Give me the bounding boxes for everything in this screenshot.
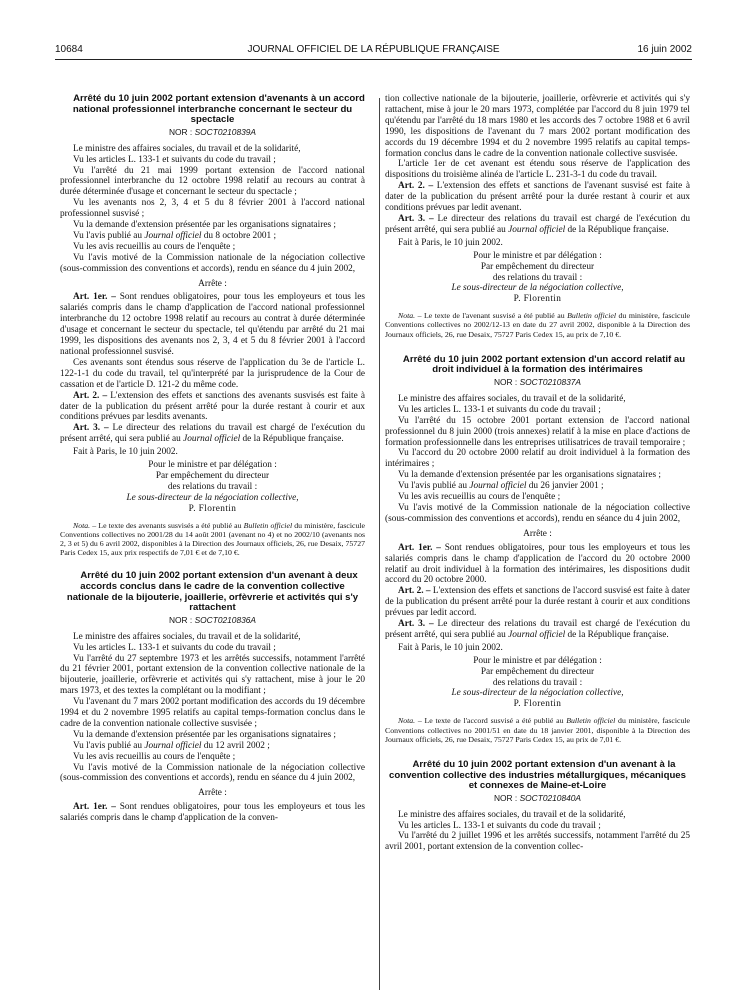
- paragraph: Le ministre des affaires sociales, du travail et de la solidarité,: [73, 631, 301, 642]
- page-header: [55, 44, 692, 58]
- paragraph: tion collective nationale de la bijouterie, joaillerie, orfèvrerie et activités qui s'y rattachent, mise à jour le 20 mars 1973, complétée par l'accord du 8 juin 1979 tel qu'étendu par l'arrêté du 18 mars 1980 et les accords des 7 octobre 1988 et 6 avril 1990, les dispositions de l'avenant du 7 mars 2002 portant modification des accords du 19 décembre 1994 et du 2 novembre 1995 relatifs au capital temps-formation conclus dans le cadre de la convention nationale collective susvisée.: [385, 94, 690, 159]
- paragraph: Vu l'avis publié au Journal officiel du 26 janvier 2001 ;: [398, 481, 604, 492]
- decree-metallurgie: [385, 760, 690, 853]
- article-1: Art. 1er. – Sont rendues obligatoires, pour tous les employeurs et tous les salariés compris dans le champ d'application de la conven-: [60, 802, 365, 824]
- signature-block: Pour le ministre et par délégation : Par empêchement du directeur des relations du travail : Le sous-directeur de la négociation collective, P. Florentin: [60, 460, 365, 515]
- paragraph: Vu l'avis publié au Journal officiel du 12 avril 2002 ;: [73, 740, 270, 751]
- article-3: Art. 3. – Le directeur des relations du travail est chargé de l'exécution du présent arrêté, qui sera publié au Journal officiel de la République française.: [60, 423, 365, 445]
- decree-title: Arrêté du 10 juin 2002 portant extension d'un avenant à deux accords conclus dans le cadre de la convention collective nationale de la bijouterie, joaillerie, orfèvrerie et activités qui s'y rattachent: [66, 570, 359, 614]
- paragraph: Vu les avis recueillis au cours de l'enquête ;: [73, 241, 236, 252]
- article-label: Art. 2. –: [73, 390, 108, 401]
- nor-code: SOCT0210839A: [194, 126, 257, 137]
- spacer: [385, 744, 690, 760]
- signature-block: Pour le ministre et par délégation : Par empêchement du directeur des relations du travail : Le sous-directeur de la négociation collective, P. Florentin: [385, 656, 690, 711]
- header-rule: [55, 59, 692, 60]
- paragraph: Vu les avenants nos 2, 3, 4 et 5 du 8 février 2001 à l'accord national professionnel susvisé ;: [60, 198, 365, 220]
- column-divider: [379, 98, 380, 990]
- article-2: Art. 2. – L'extension des effets et sanctions de l'avenant susvisé est faite à dater de la publication du présent arrêté pour la durée restant à courir et aux conditions prévues par ledit avenant.: [385, 181, 690, 214]
- signed-place-date: Fait à Paris, le 10 juin 2002.: [398, 642, 503, 653]
- decree-title: Arrêté du 10 juin 2002 portant extension d'avenants à un accord national professionnel interbranche concernant le secteur du spectacle: [72, 93, 365, 126]
- paragraph: Vu la demande d'extension présentée par les organisations signataires ;: [398, 470, 661, 481]
- journal-title: JOURNAL OFFICIEL DE LA RÉPUBLIQUE FRANÇAISE: [247, 44, 500, 55]
- paragraph: Vu la demande d'extension présentée par les organisations signataires ;: [73, 220, 336, 231]
- paragraph: Le ministre des affaires sociales, du travail et de la solidarité,: [398, 393, 626, 404]
- article-label: Art. 3. –: [398, 213, 434, 224]
- paragraph: Vu l'avenant du 7 mars 2002 portant modification des accords du 19 décembre 1994 et du 2 novembre 1995 relatifs au capital temps-formation conclus dans le cadre de la convention nationale collective susvisée ;: [60, 697, 365, 729]
- article-2: Art. 2. – L'extension des effets et sanctions des avenants susvisés est faite à dater de la publication du présent arrêté pour la durée restant à courir et aux conditions prévues par lesdits avenants.: [60, 390, 365, 423]
- signed-place-date: Fait à Paris, le 10 juin 2002.: [398, 237, 503, 248]
- signature-block: Pour le ministre et par délégation : Par empêchement du directeur des relations du travail : Le sous-directeur de la négociation collective, P. Florentin: [385, 251, 690, 306]
- nor-reference: NOR : SOCT0210837A: [493, 377, 582, 388]
- paragraph: Le ministre des affaires sociales, du travail et de la solidarité,: [73, 143, 301, 154]
- paragraph: Vu l'avis motivé de la Commission nationale de la négociation collective (sous-commission des conventions et accords), rendu en séance du 4 juin 2002,: [385, 502, 690, 524]
- article-2: Art. 2. – L'extension des effets et sanctions de l'accord susvisé est faite à dater de la publication du présent arrêté pour la durée restant à courir et aux conditions prévues par ledit accord.: [385, 586, 690, 619]
- decree-interimaires: [385, 355, 690, 744]
- paragraph: Vu l'avis publié au Journal officiel du 8 octobre 2001 ;: [73, 230, 277, 241]
- paragraph: Vu l'arrêté du 27 septembre 1973 et les arrêtés successifs, notamment l'arrêté du 21 février 2001, portant extension de la convention collective nationale de la bijouterie, joaillerie, orfèvrerie et activités qui s'y rattachent, mise à jour le 20 mars 1973, et des textes la complétant ou la modifiant ;: [60, 653, 365, 697]
- signatory-name: P. Florentin: [513, 294, 562, 305]
- paragraph: Le ministre des affaires sociales, du travail et de la solidarité,: [398, 809, 626, 820]
- paragraph: Vu l'avis motivé de la Commission nationale de la négociation collective (sous-commission des conventions et accords), rendu en séance du 4 juin 2002,: [60, 252, 365, 274]
- article-label: Art. 1er. –: [73, 802, 116, 813]
- paragraph: Vu les articles L. 133-1 et suivants du code du travail ;: [73, 154, 276, 165]
- paragraph: Vu les articles L. 133-1 et suivants du code du travail ;: [73, 642, 276, 653]
- article-1: Art. 1er. – Sont rendues obligatoires, pour tous les employeurs et tous les salariés compris dans le champ d'application de l'accord national professionnel interbranche du 12 octobre 1998 relatif au recours au contrat à durée déterminée d'usage et concernant le secteur du spectacle, tel qu'étendu par arrêté du 21 mai 1999, les dispositions des avenants nos 2, 3, 4 et 5 du 8 février 2001 à l'accord national professionnel susvisé.: [60, 292, 365, 357]
- article-3: Art. 3. – Le directeur des relations du travail est chargé de l'exécution du présent arrêté, qui sera publié au Journal officiel de la République française.: [385, 213, 690, 235]
- article-label: Art. 3. –: [73, 423, 109, 434]
- decree-bijouterie: [60, 571, 365, 824]
- nota-note: Nota. – Le texte de l'avenant susvisé a été publié au Bulletin officiel du ministère, fascicule Conventions collectives no 2002/12-13 en date du 27 avril 2002, disponible à la Direction des Journaux officiels, 26, rue Desaix, 75727 Paris Cedex 15, au prix de 7,10 €.: [385, 311, 691, 339]
- paragraph: Vu les articles L. 133-1 et suivants du code du travail ;: [398, 820, 601, 831]
- arrete-heading: Arrête :: [198, 278, 227, 289]
- signatory-name: P. Florentin: [513, 699, 562, 710]
- article-label: Art. 1er. –: [398, 542, 441, 553]
- article-1: Art. 1er. – Sont rendues obligatoires, pour tous les employeurs et tous les salariés compris dans le champ d'application de l'accord du 20 octobre 2000 relatif au droit individuel à la formation des intérimaires, les dispositions dudit accord du 20 octobre 2000.: [385, 542, 690, 586]
- paragraph: Vu les articles L. 133-1 et suivants du code du travail ;: [398, 404, 601, 415]
- paragraph: Vu la demande d'extension présentée par les organisations signataires ;: [73, 729, 336, 740]
- article-3: Art. 3. – Le directeur des relations du travail est chargé de l'exécution du présent arrêté, qui sera publié au Journal officiel de la République française.: [385, 619, 690, 640]
- paragraph: Vu l'accord du 20 octobre 2000 relatif au droit individuel à la formation des intérimaires ;: [385, 448, 690, 470]
- article-label: Art. 1er. –: [73, 292, 116, 303]
- decree-bijouterie-continued: [385, 94, 690, 339]
- nota-note: Nota. – Le texte de l'accord susvisé a été publié au Bulletin officiel du ministère, fascicule Conventions collectives no 2001/51 en date du 18 janvier 2001, disponible à la Direction des Journaux officiels, 26, rue Desaix, 75727 Paris Cedex 15, au prix de 7,01 €.: [385, 716, 691, 744]
- arrete-heading: Arrête :: [198, 788, 227, 799]
- signatory-name: P. Florentin: [188, 503, 237, 514]
- paragraph: Vu l'arrêté du 2 juillet 1996 et les arrêtés successifs, notamment l'arrêté du 25 avril 2001, portant extension de la convention collec-: [385, 831, 690, 853]
- paragraph: Vu l'arrêté du 21 mai 1999 portant extension de l'accord national professionnel interbranche du 12 octobre 1998 relatif au recours au contrat à durée déterminée d'usage et concernant le secteur du spectacle ;: [60, 165, 365, 198]
- paragraph: Vu l'arrêté du 15 octobre 2001 portant extension de l'accord national professionnel du 8 juin 2000 (trois annexes) relatif à la mise en place d'actions de formation professionnelle dans les entreprises utilisatrices de travail temporaire ;: [385, 415, 690, 448]
- signed-place-date: Fait à Paris, le 10 juin 2002.: [73, 447, 178, 458]
- article-label: Art. 2. –: [398, 181, 434, 192]
- decree-spectacle: [60, 94, 365, 557]
- arrete-heading: Arrête :: [523, 528, 552, 539]
- nor-code: SOCT0210837A: [519, 377, 582, 388]
- left-column: [60, 94, 365, 824]
- nor-reference: NOR : SOCT0210840A: [493, 792, 582, 803]
- spacer: [385, 339, 690, 355]
- paragraph: Vu l'avis motivé de la Commission nationale de la négociation collective (sous-commission des conventions et accords), rendu en séance du 4 juin 2002,: [60, 762, 365, 784]
- paragraph: Vu les avis recueillis au cours de l'enquête ;: [73, 751, 236, 762]
- right-column: [385, 94, 690, 853]
- nota-note: Nota. – Le texte des avenants susvisés a été publié au Bulletin officiel du ministère, fascicule Conventions collectives no 2001/28 du 14 août 2001 (avenant no 4) et no 2002/10 (avenants nos 2, 3 et 5) du 6 avril 2002, disponibles à la Direction des Journaux officiels, 26, rue Desaix, 75727 Paris Cedex 15, aux prix respectifs de 7,01 € et de 7,10 €.: [60, 520, 366, 558]
- decree-title: Arrêté du 10 juin 2002 portant extension d'un accord relatif au droit individuel à la formation des intérimaires: [402, 353, 686, 376]
- issue-date: 16 juin 2002: [637, 44, 692, 55]
- spacer: [60, 557, 365, 571]
- paragraph: L'article 1er de cet avenant est étendu sous réserve de l'application des dispositions du troisième alinéa de l'article L. 231-3-1 du code du travail.: [385, 159, 690, 181]
- nor-reference: NOR : SOCT0210836A: [168, 614, 257, 625]
- paragraph: Vu les avis recueillis au cours de l'enquête ;: [398, 492, 561, 503]
- decree-title: Arrêté du 10 juin 2002 portant extension d'un avenant à la convention collective des industries métallurgiques, mécaniques et connexes de Maine-et-Loire: [389, 758, 686, 792]
- nor-reference: NOR : SOCT0210839A: [168, 126, 257, 137]
- nor-code: SOCT0210836A: [194, 614, 257, 625]
- article-label: Art. 2. –: [398, 586, 431, 597]
- article-label: Art. 3. –: [398, 619, 434, 630]
- nor-code: SOCT0210840A: [519, 792, 582, 803]
- paragraph: Ces avenants sont étendus sous réserve de l'application du 3e de l'article L. 122-1-1 du code du travail, tel qu'interprété par la jurisprudence de la Cour de cassation et de l'article D. 121-2 du même code.: [60, 357, 365, 390]
- page-number: 10684: [55, 44, 83, 55]
